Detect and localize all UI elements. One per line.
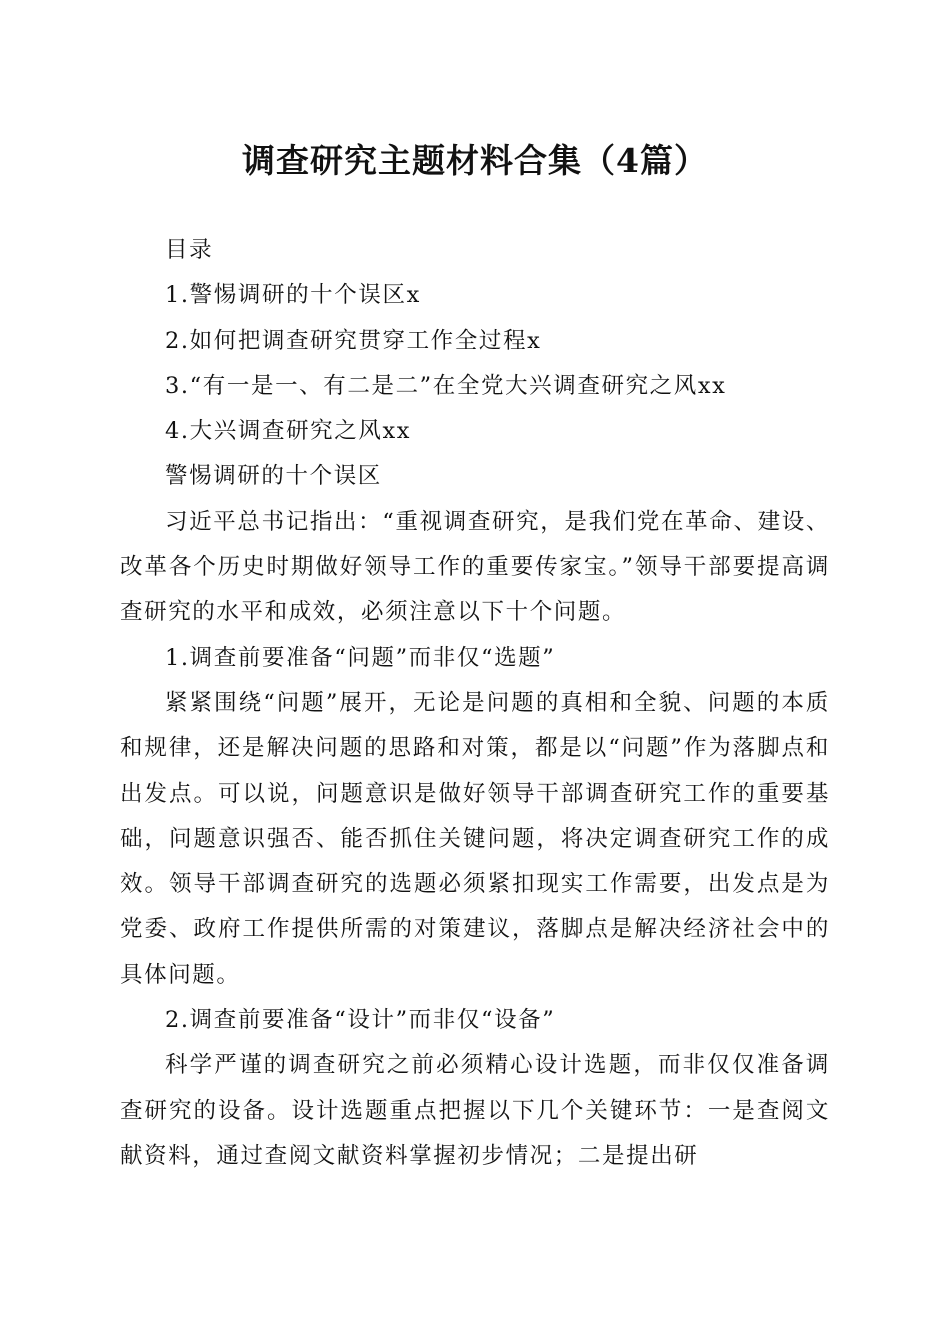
toc-item: 4.大兴调查研究之风xx (165, 418, 412, 445)
intro-paragraph: 习近平总书记指出：“重视调查研究，是我们党在革命、建设、改革各个历史时期做好领导工作的重要传家宝。”领导干部要提高调查研究的水平和成效，必须注意以下十个问题。 (120, 508, 830, 626)
toc-item: 2.如何把调查研究贯穿工作全过程x (165, 327, 542, 354)
body-paragraph: 紧紧围绕“问题”展开，无论是问题的真相和全貌、问题的本质和规律，还是解决问题的思路和对策，都是以“问题”作为落脚点和出发点。可以说，问题意识是做好领导干部调查研究工作的重要基础，问题意识强否、能否抓住关键问题，将决定调查研究工作的成效。领导干部调查研究的选题必须紧扣现实工作需要，出发点是为党委、政府工作提供所需的对策建议，落脚点是解决经济社会中的具体问题。 (120, 689, 830, 988)
section-title: 警惕调研的十个误区 (165, 463, 382, 490)
body-paragraph: 科学严谨的调查研究之前必须精心设计选题，而非仅仅准备调查研究的设备。设计选题重点把握以下几个关键环节：一是查阅文献资料，通过查阅文献资料掌握初步情况；二是提出研 (120, 1052, 830, 1169)
document-body (120, 228, 830, 1179)
toc-item: 1.警惕调研的十个误区x (165, 282, 421, 309)
point-heading: 1.调查前要准备“问题”而非仅“选题” (165, 644, 556, 671)
toc-heading: 目录 (165, 237, 214, 263)
point-heading: 2.调查前要准备“设计”而非仅“设备” (165, 1007, 556, 1034)
document-title: 调查研究主题材料合集（4篇） (242, 141, 708, 180)
toc-item: 3.“有一是一、有二是二”在全党大兴调查研究之风xx (165, 372, 727, 399)
